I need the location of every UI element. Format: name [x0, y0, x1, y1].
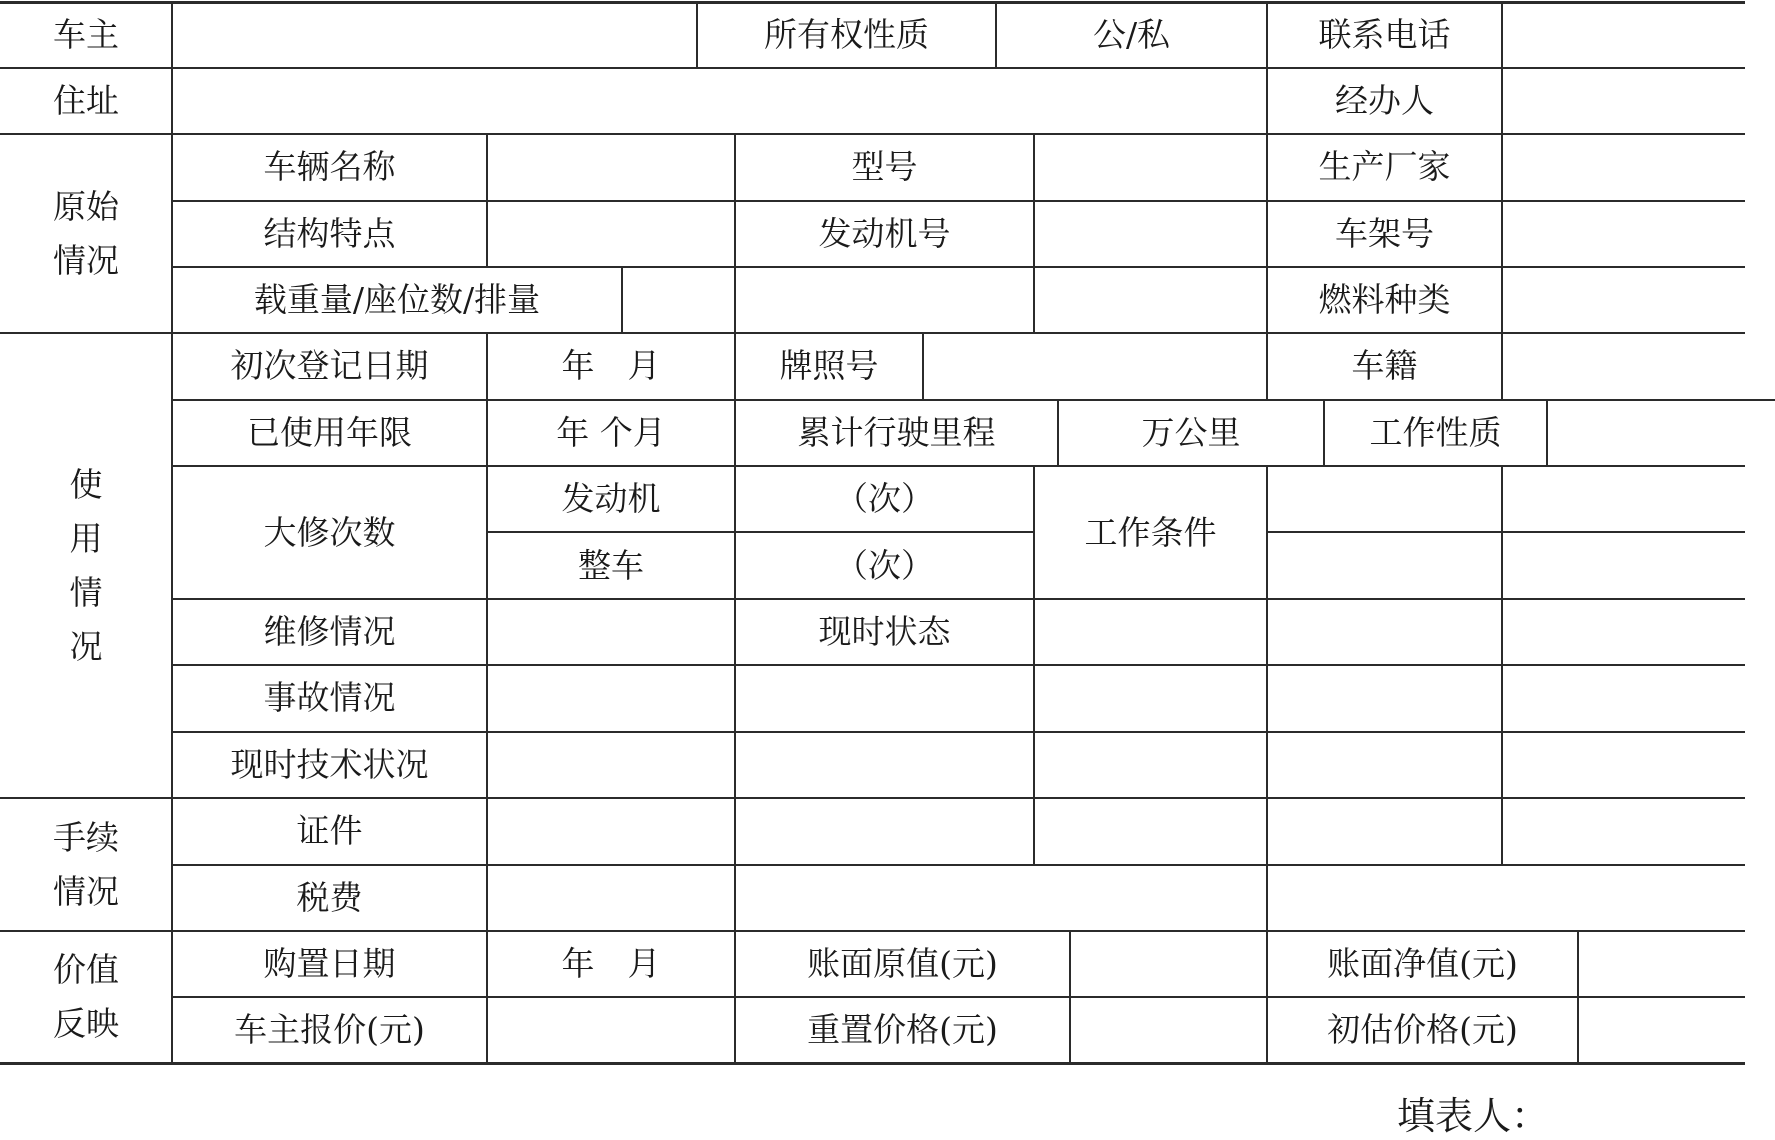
procedures-section-label: 手续情况 [53, 817, 119, 911]
first-reg-date-label: 初次登记日期 [230, 346, 429, 385]
overhaul-vehicle-times: （次） [835, 545, 934, 585]
overhaul-engine-times: （次） [835, 479, 934, 518]
structure-label: 结构特点 [263, 214, 396, 253]
capacity-label: 载重量/座位数/排量 [253, 280, 541, 319]
address-label: 住址 [53, 81, 119, 120]
book-net-label: 账面净值(元) [1327, 944, 1518, 983]
current-state-label: 现时状态 [818, 612, 951, 651]
vehicle-name-label: 车辆名称 [263, 147, 396, 186]
frame-no-label: 车架号 [1335, 214, 1434, 253]
years-used-label: 已使用年限 [247, 413, 412, 452]
ownership-nature-label: 所有权性质 [764, 15, 929, 54]
value-section-label: 价值反映 [53, 950, 119, 1043]
maintenance-label: 维修情况 [263, 612, 396, 651]
certificates-label: 证件 [296, 811, 363, 850]
rule-row9b [1267, 531, 1745, 533]
owner-quote-label: 车主报价(元) [234, 1010, 425, 1049]
usage-section-label: 使用情况 [69, 464, 103, 666]
phone-label: 联系电话 [1318, 15, 1451, 54]
manufacturer-label: 生产厂家 [1318, 147, 1451, 186]
plate-no-label: 牌照号 [779, 346, 879, 385]
purchase-year-month: 年 月 [561, 944, 661, 983]
accident-label: 事故情况 [263, 678, 396, 717]
mileage-label: 累计行驶里程 [797, 413, 996, 452]
taxes-label: 税费 [296, 878, 363, 917]
mileage-unit: 万公里 [1141, 413, 1241, 452]
handler-label: 经办人 [1335, 81, 1434, 120]
registration-place-label: 车籍 [1351, 346, 1418, 385]
model-label: 型号 [851, 147, 918, 186]
replacement-price-label: 重置价格(元) [807, 1010, 998, 1049]
ownership-value: 公/私 [1092, 15, 1171, 54]
first-reg-year-month: 年 月 [561, 346, 661, 385]
overhaul-count-label: 大修次数 [263, 512, 396, 552]
overhaul-engine-label: 发动机 [561, 479, 661, 518]
form-filler-label: 填表人： [1396, 1094, 1549, 1138]
purchase-date-label: 购置日期 [263, 944, 396, 983]
rule-col-1502b [1501, 465, 1503, 865]
tech-condition-label: 现时技术状况 [230, 745, 429, 784]
years-used-value: 年 个月 [556, 413, 666, 452]
work-nature-label: 工作性质 [1369, 413, 1502, 452]
work-conditions-label: 工作条件 [1084, 512, 1217, 552]
book-original-label: 账面原值(元) [807, 944, 998, 983]
initial-estimate-label: 初估价格(元) [1327, 1010, 1518, 1049]
owner-label: 车主 [53, 15, 119, 54]
fuel-type-label: 燃料种类 [1318, 280, 1451, 319]
overhaul-vehicle-label: 整车 [578, 545, 644, 585]
engine-no-label: 发动机号 [818, 214, 951, 253]
original-section-label: 原始情况 [53, 186, 119, 280]
